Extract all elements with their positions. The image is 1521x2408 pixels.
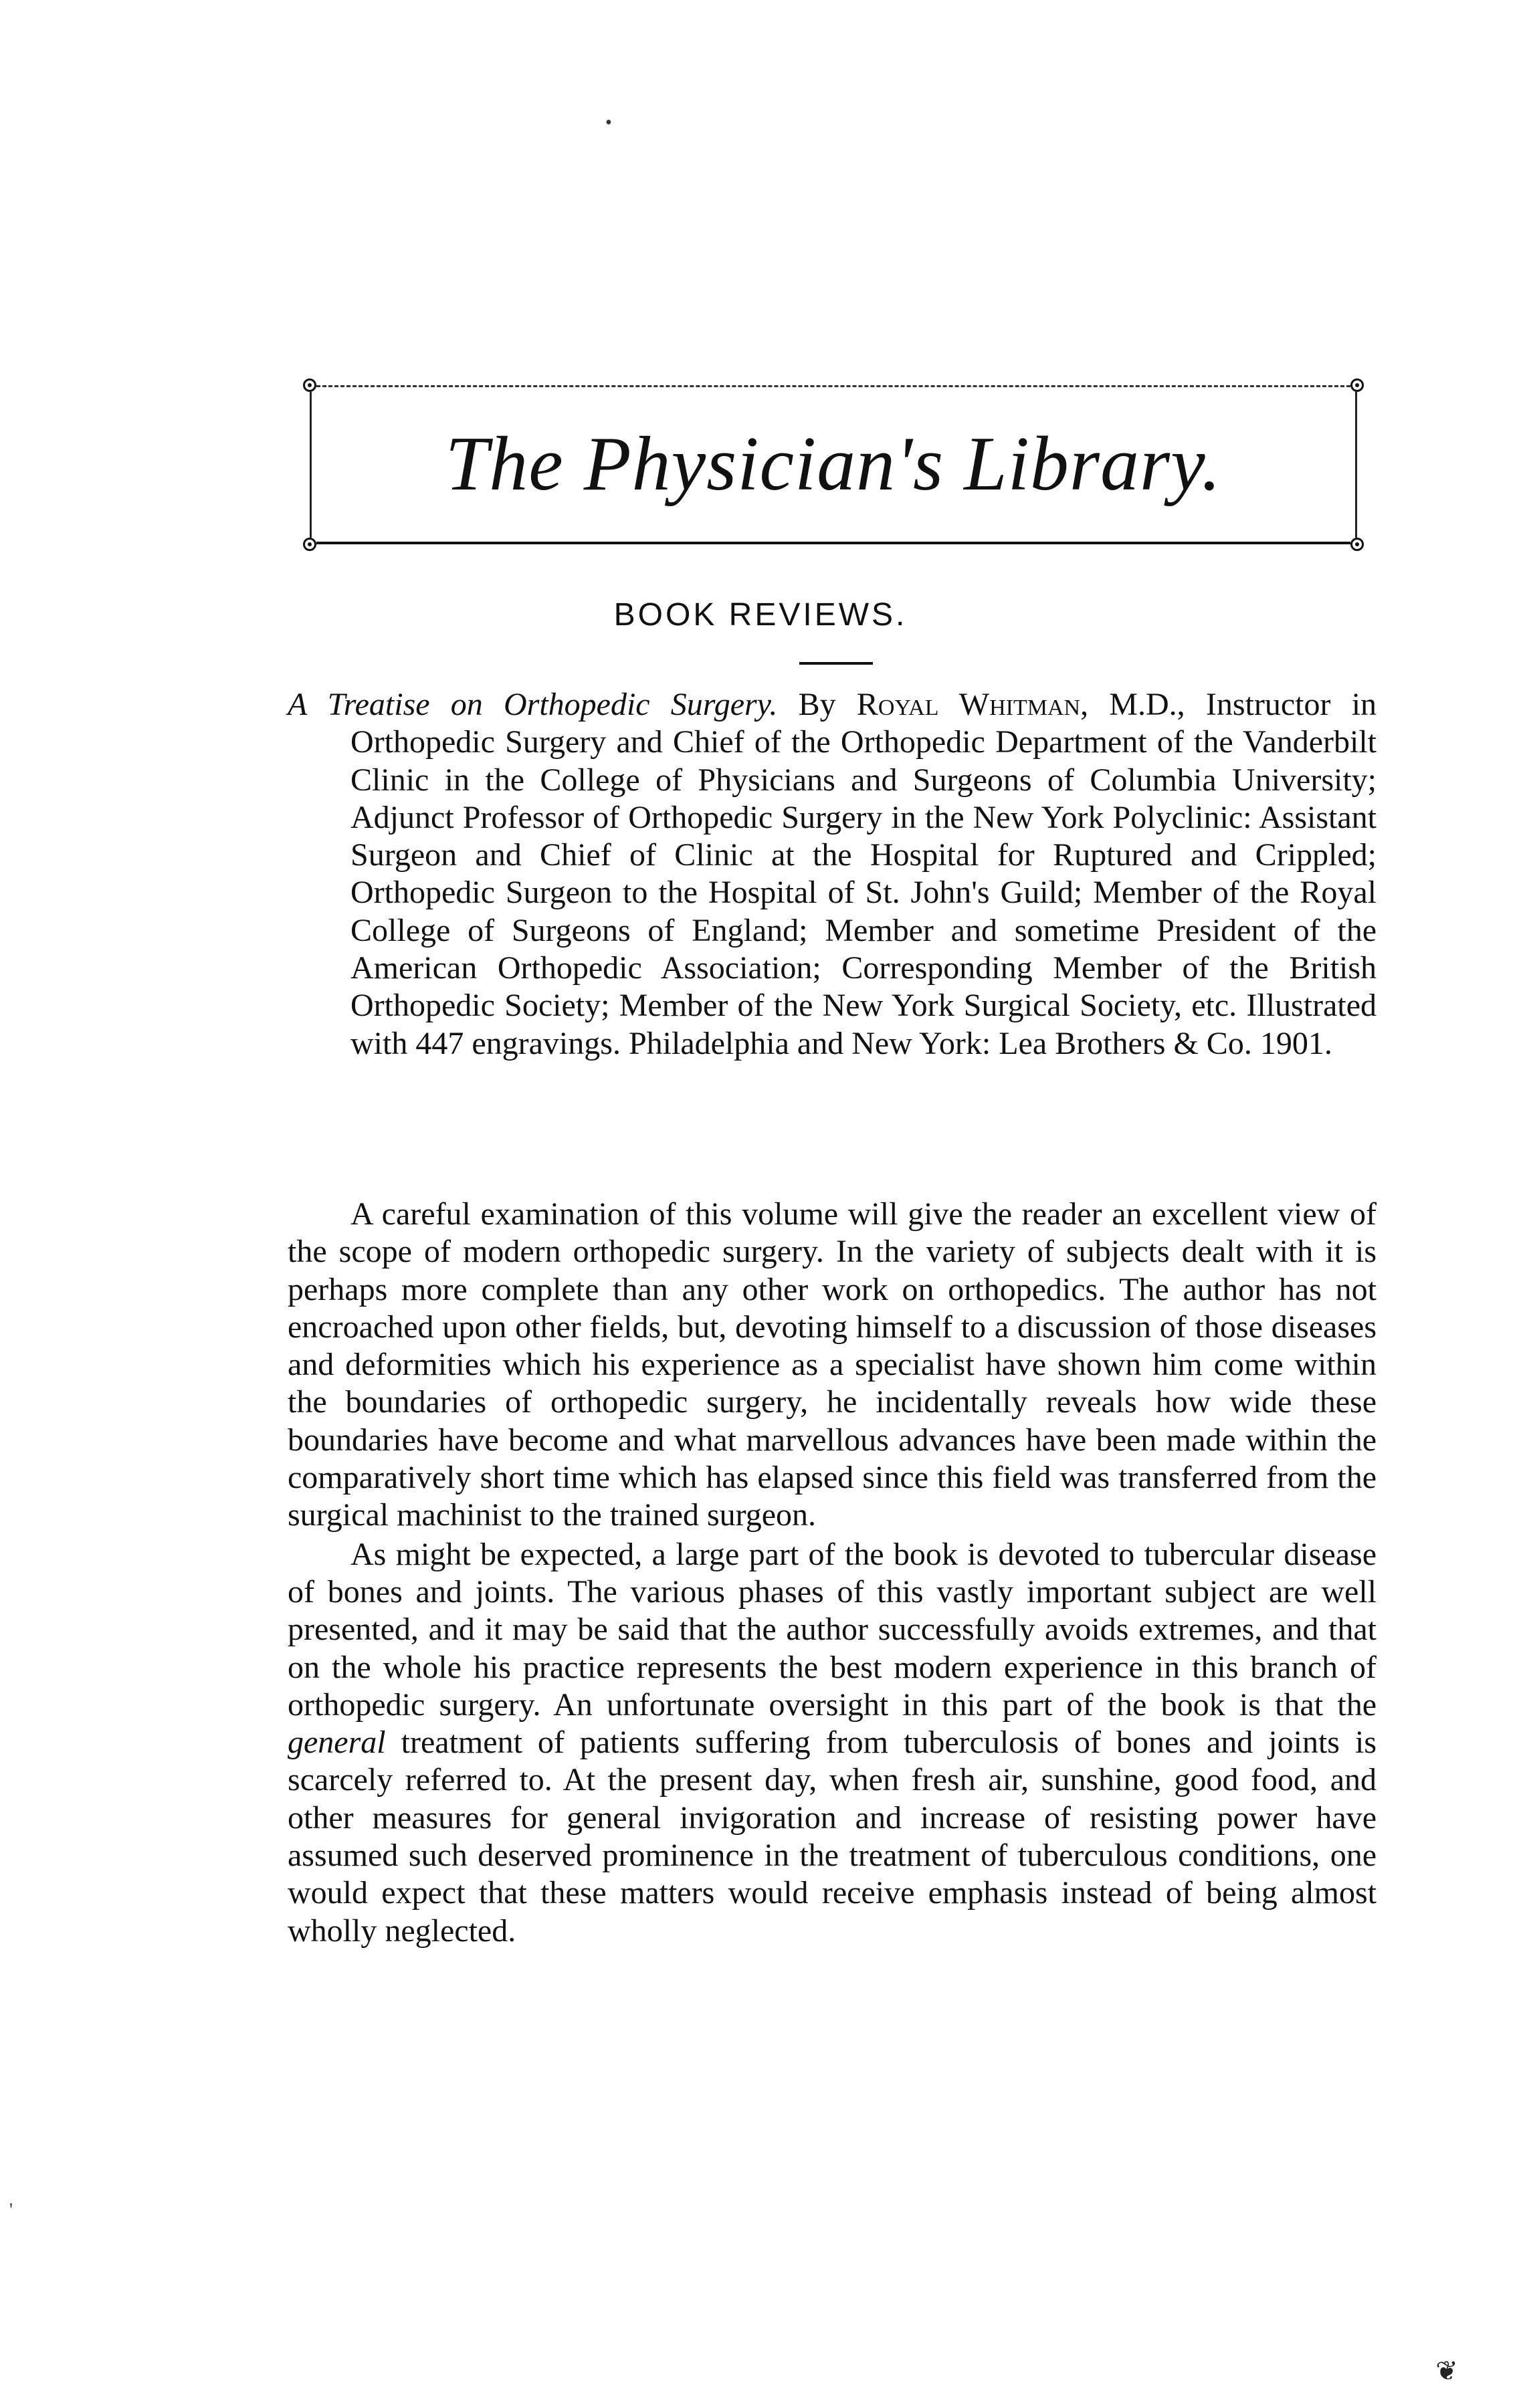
frame-top-rule <box>316 385 1350 387</box>
citation-paragraph <box>288 686 1377 1063</box>
book-citation <box>288 686 1377 1063</box>
review-paragraph-2-part-1: As might be expected, a large part of the book is devoted to tubercular disease of bones and joints. The various phases of this vastly important subject are well presented, and it may be said that the author successfully avoids extremes, and that on the whole his practice represents the best modern experience in this branch of orthopedic surgery. An unfortunate oversight in this part of the book is that the <box>288 1536 1377 1723</box>
review-paragraph-2-part-2: treatment of patients suffering from tuberculosis of bones and joints is scarcely referred to. At the present day, when fresh air, sunshine, good food, and other measures for general invigoration and increase of resisting power have assumed such deserved prominence in the treatment of tuberculous conditions, one would expect that these matters would receive emphasis instead of being almost wholly neglected. <box>288 1725 1377 1949</box>
library-title: The Physician's Library. <box>445 421 1222 507</box>
stray-mark: • <box>605 112 612 133</box>
frame-corner-ornament-icon <box>303 538 316 551</box>
review-paragraph-1: A careful examination of this volume will give the reader an excellent view of the scope of modern orthopedic surgery. In the variety of subjects dealt with it is perhaps more complete than any other work on orthopedics. The author has not encroached upon other fields, but, devoting himself to a discussion of those diseases and deformities which his experience as a specialist have shown him come within the boundaries of orthopedic surgery, he incidentally reveals how wide these boundaries have become and what marvellous advances have been made within the comparatively short time which has elapsed since this field was transferred from the surgical machinist to the trained surgeon. <box>288 1196 1377 1533</box>
book-author: Royal Whitman, M.D., <box>856 687 1185 722</box>
frame-corner-ornament-icon <box>303 378 316 392</box>
citation-by: By <box>798 687 836 722</box>
library-header-frame <box>304 382 1362 547</box>
frame-bottom-rule <box>316 542 1350 544</box>
frame-corner-ornament-icon <box>1350 538 1364 551</box>
stray-mark: ' <box>9 2200 13 2221</box>
citation-details: Instructor in Orthopedic Surgery and Chief of the Orthopedic Department of the Vanderbilt Clinic in the College of Physicians and Surgeons of Columbia University; Adjunct Professor of Orthopedic Surgery in the New York Polyclinic: Assistant Surgeon and Chief of Clinic at the Hospital for Ruptured and Crippled; Orthopedic Surgeon to the Hospital of St. John's Guild; Member of the Royal College of Surgeons of England; Member and sometime President of the American Orthopedic Association; Corresponding Member of the British Orthopedic Society; Member of the New York Surgical Society, etc. Illustrated with 447 engravings. Philadelphia and New York: Lea Brothers & Co. 1901. <box>350 687 1377 1061</box>
review-body <box>288 1196 1377 1950</box>
review-paragraph-2 <box>288 1536 1377 1950</box>
frame-corner-ornament-icon <box>1350 378 1364 392</box>
book-title: A Treatise on Orthopedic Surgery. <box>288 687 778 722</box>
section-heading: BOOK REVIEWS. <box>613 597 908 633</box>
heading-rule <box>799 662 873 665</box>
review-emphasis: general <box>288 1725 386 1761</box>
printer-ornament-icon: ❦ <box>1435 2356 1458 2386</box>
